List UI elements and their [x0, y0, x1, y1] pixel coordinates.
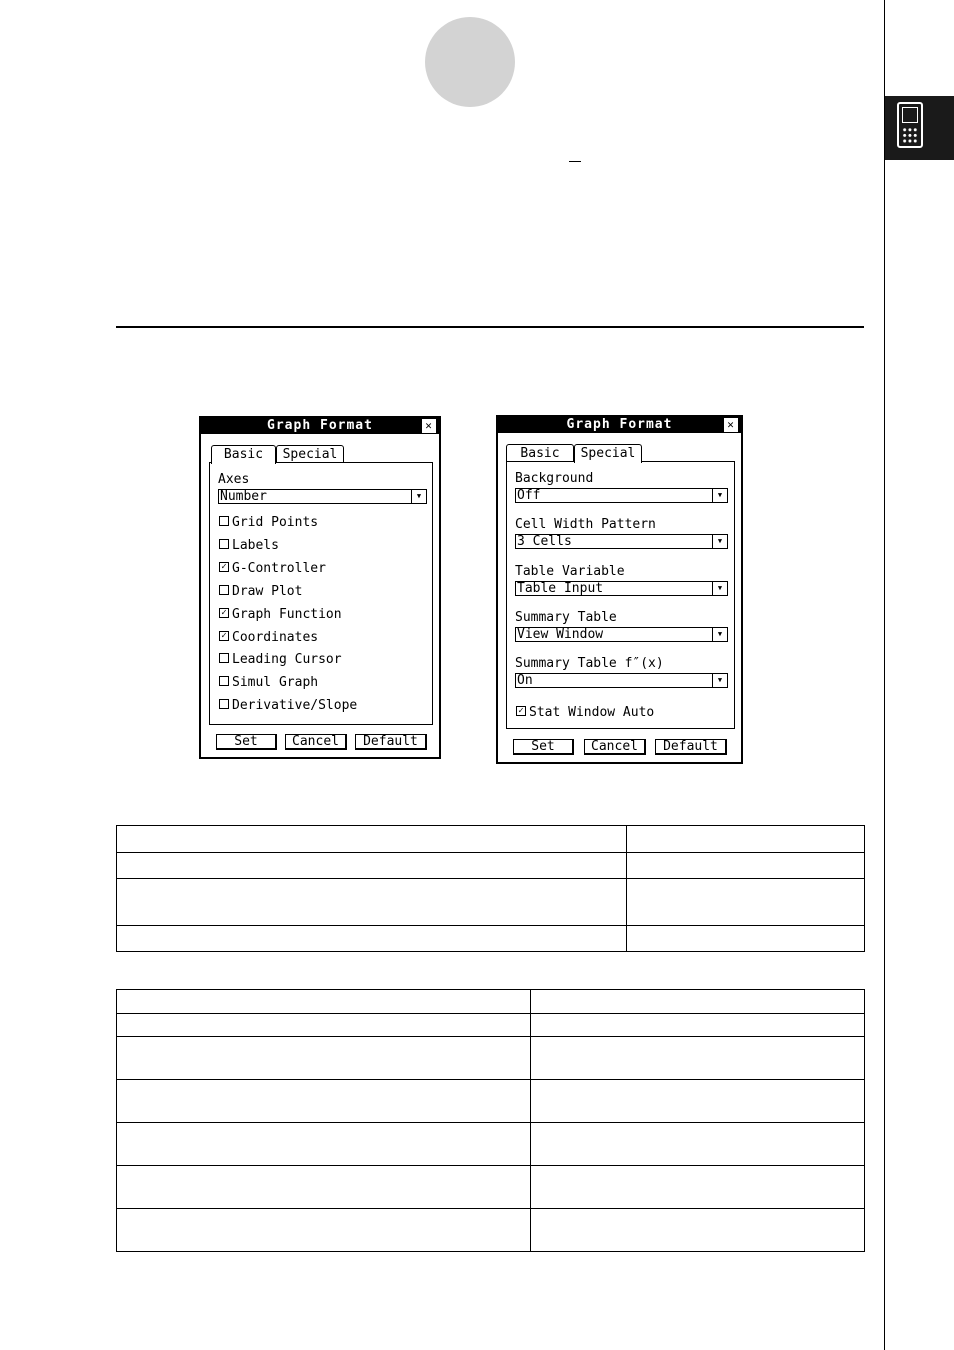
background-label: Background: [515, 471, 594, 486]
table-cell: [117, 1014, 531, 1037]
chevron-down-icon: ▼: [712, 674, 727, 687]
cancel-button[interactable]: Cancel: [285, 734, 347, 750]
table-cell: [117, 1166, 531, 1209]
dialog-titlebar: [498, 417, 741, 433]
chevron-down-icon: ▼: [712, 582, 727, 595]
table-row: [117, 1166, 865, 1209]
settings-table-2: [116, 989, 865, 1252]
checkbox-label: Derivative/Slope: [232, 698, 358, 713]
table-cell: [531, 1080, 865, 1123]
table-row: [117, 1209, 865, 1252]
dialog-title: Graph Format: [267, 418, 373, 433]
checkbox-grid-points[interactable]: [219, 516, 318, 530]
checkbox-label: Labels: [232, 538, 279, 553]
close-icon[interactable]: ✕: [422, 419, 436, 433]
table-cell: [117, 1123, 531, 1166]
summary-table-value: View Window: [517, 627, 604, 642]
table-row: [117, 990, 865, 1014]
table-cell: [531, 990, 865, 1014]
chevron-down-icon: ▼: [712, 489, 727, 502]
check-icon: ✓: [219, 562, 229, 572]
checkbox-labels[interactable]: [219, 539, 279, 553]
summary-table-fx-label: Summary Table f″(x): [515, 656, 664, 671]
checkbox-graph-function[interactable]: [219, 608, 342, 622]
calculator-icon: [897, 102, 923, 148]
table-cell: [531, 1166, 865, 1209]
table-row: [117, 1080, 865, 1123]
table-cell: [117, 990, 531, 1014]
checkbox-box: [219, 585, 229, 595]
summary-table-fx-value: On: [517, 673, 533, 688]
table-variable-label: Table Variable: [515, 564, 625, 579]
checkbox-label: Graph Function: [232, 607, 342, 622]
margin-rule: [884, 0, 885, 1350]
checkbox-coordinates[interactable]: [219, 631, 318, 645]
table-cell: [117, 926, 627, 952]
tab-special[interactable]: Special: [574, 444, 642, 463]
section-divider: [116, 326, 864, 328]
checkbox-label: Grid Points: [232, 515, 319, 530]
table-row: [117, 879, 865, 926]
dialog-titlebar: [201, 418, 439, 434]
axes-select[interactable]: [218, 489, 427, 504]
chevron-down-icon: ▼: [712, 535, 727, 548]
default-button[interactable]: Default: [355, 734, 427, 750]
background-select[interactable]: [515, 488, 728, 503]
table-row: [117, 1123, 865, 1166]
fraction-bar: [569, 161, 581, 162]
check-icon: ✓: [516, 706, 526, 716]
settings-table-1: [116, 825, 865, 952]
checkbox-label: G-Controller: [232, 561, 326, 576]
graph-format-dialog-special: [496, 415, 743, 764]
table-cell: [117, 879, 627, 926]
table-cell: [627, 926, 865, 952]
checkbox-derivative-slope[interactable]: [219, 699, 357, 713]
dialog-title: Graph Format: [566, 417, 673, 432]
table-row: [117, 1014, 865, 1037]
check-icon: ✓: [219, 631, 229, 641]
table-cell: [627, 826, 865, 853]
table-cell: [531, 1037, 865, 1080]
cell-width-pattern-select[interactable]: [515, 534, 728, 549]
axes-label: Axes: [218, 472, 250, 487]
summary-table-select[interactable]: [515, 627, 728, 642]
table-cell: [531, 1123, 865, 1166]
checkbox-label: Stat Window Auto: [529, 705, 655, 720]
checkbox-box: [219, 699, 229, 709]
summary-table-label: Summary Table: [515, 610, 617, 625]
checkbox-box: [219, 516, 229, 526]
cancel-button[interactable]: Cancel: [584, 739, 646, 755]
page-marker-circle: [425, 17, 515, 107]
chapter-tab: [885, 96, 954, 160]
table-row: [117, 826, 865, 853]
summary-table-fx-select[interactable]: [515, 673, 728, 688]
checkbox-draw-plot[interactable]: [219, 585, 302, 599]
check-icon: ✓: [219, 608, 229, 618]
chevron-down-icon: ▼: [411, 490, 426, 503]
default-button[interactable]: Default: [655, 739, 727, 755]
checkbox-box: [219, 539, 229, 549]
table-row: [117, 1037, 865, 1080]
background-value: Off: [517, 488, 541, 503]
table-cell: [117, 1037, 531, 1080]
tab-basic[interactable]: Basic: [211, 445, 276, 464]
table-row: [117, 853, 865, 879]
calculator-keys: [902, 127, 918, 144]
calculator-screen: [902, 107, 918, 123]
checkbox-box: [219, 653, 229, 663]
checkbox-label: Leading Cursor: [232, 652, 342, 667]
table-row: [117, 926, 865, 952]
table-variable-value: Table Input: [517, 581, 604, 596]
checkbox-box: [219, 676, 229, 686]
set-button[interactable]: Set: [513, 739, 574, 755]
chevron-down-icon: ▼: [712, 628, 727, 641]
axes-value: Number: [220, 489, 267, 504]
checkbox-stat-window-auto[interactable]: [516, 706, 654, 720]
table-cell: [117, 1209, 531, 1252]
set-button[interactable]: Set: [216, 734, 277, 750]
table-cell: [117, 1080, 531, 1123]
graph-format-dialog-basic: [199, 416, 441, 759]
checkbox-simul-graph[interactable]: [219, 676, 318, 690]
close-icon[interactable]: ✕: [724, 418, 738, 432]
checkbox-leading-cursor[interactable]: [219, 653, 342, 667]
table-cell: [627, 879, 865, 926]
checkbox-g-controller[interactable]: [219, 562, 326, 576]
table-cell: [117, 853, 627, 879]
table-variable-select[interactable]: [515, 581, 728, 596]
checkbox-label: Draw Plot: [232, 584, 303, 599]
table-cell: [627, 853, 865, 879]
cell-width-pattern-label: Cell Width Pattern: [515, 517, 656, 532]
checkbox-label: Coordinates: [232, 630, 319, 645]
tab-special[interactable]: Special: [276, 445, 344, 463]
table-cell: [531, 1209, 865, 1252]
checkbox-label: Simul Graph: [232, 675, 319, 690]
tab-basic[interactable]: Basic: [506, 444, 574, 462]
table-cell: [117, 826, 627, 853]
cell-width-pattern-value: 3 Cells: [517, 534, 572, 549]
table-cell: [531, 1014, 865, 1037]
